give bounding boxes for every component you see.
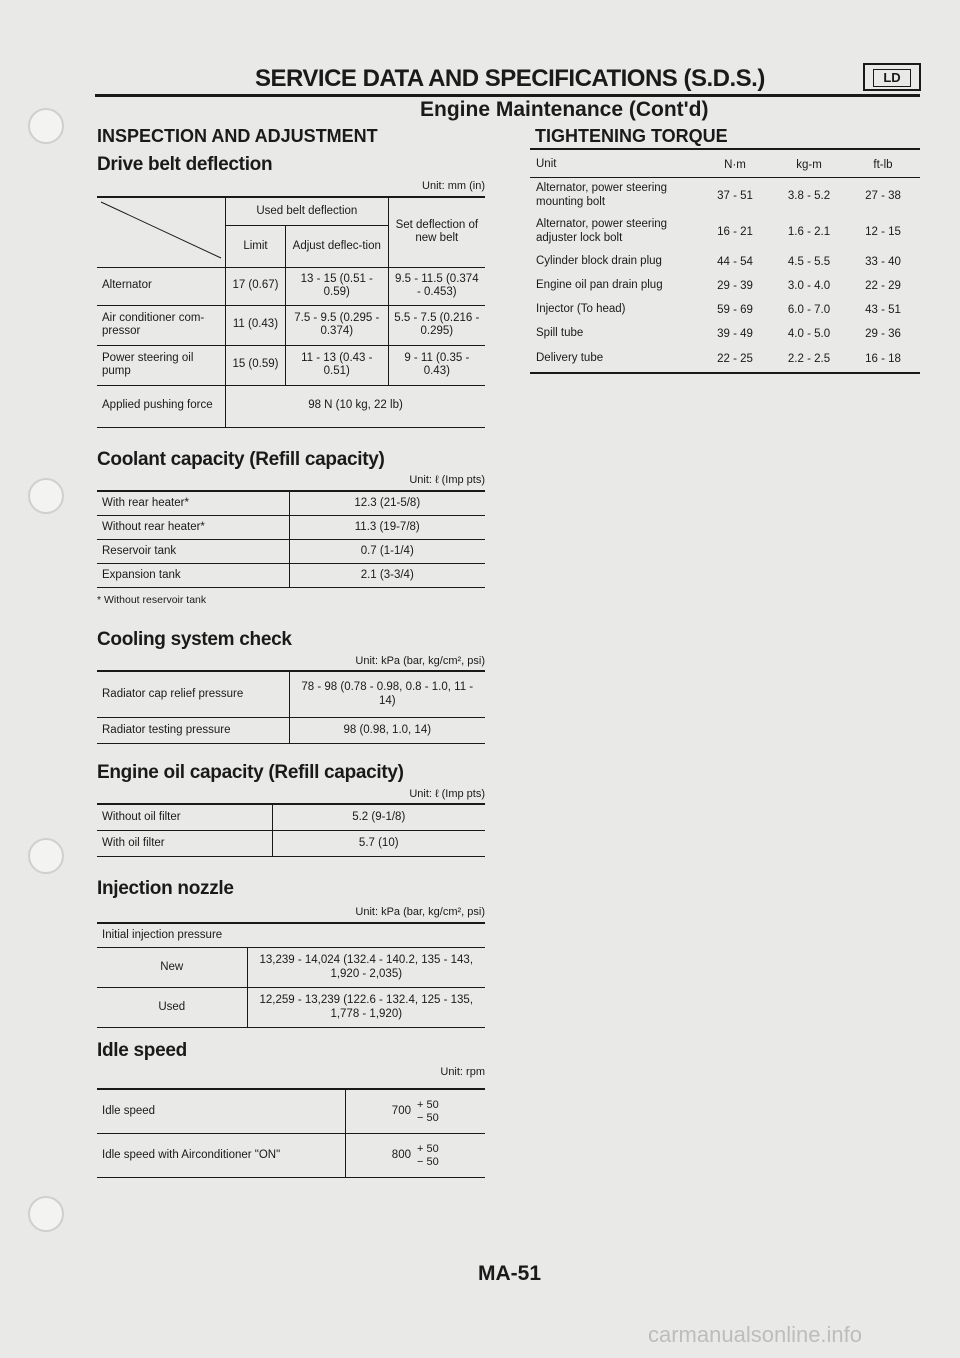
belt-set: 9 - 11 (0.35 - 0.43) <box>388 345 485 385</box>
table-row <box>97 564 485 588</box>
limit-header: Limit <box>226 226 286 267</box>
binder-hole <box>28 108 64 144</box>
oil-capacity-title: Engine oil capacity (Refill capacity) <box>97 762 404 783</box>
torque-table <box>530 152 920 374</box>
torque-header-unit: Unit <box>536 157 557 170</box>
diagonal-line <box>97 198 225 262</box>
table-row <box>97 1134 485 1178</box>
coolant-value: 2.1 (3-3/4) <box>289 564 485 588</box>
coolant-title: Coolant capacity (Refill capacity) <box>97 449 385 470</box>
drive-belt-table <box>97 197 485 428</box>
coolant-item: With rear heater* <box>97 492 289 516</box>
cooling-value: 78 - 98 (0.78 - 0.98, 0.8 - 1.0, 11 - 14) <box>289 672 485 718</box>
cooling-value: 98 (0.98, 1.0, 14) <box>289 718 485 744</box>
coolant-value: 12.3 (21-5/8) <box>289 492 485 516</box>
binder-hole <box>28 478 64 514</box>
torque-item: Cylinder block drain plug <box>536 255 662 268</box>
coolant-table <box>97 491 485 588</box>
torque-header-ftlb: ft-lb <box>873 158 893 171</box>
torque-nm: 22 - 25 <box>717 353 753 365</box>
watermark: carmanualsonline.info <box>648 1322 863 1347</box>
table-row <box>97 1090 485 1134</box>
coolant-unit: Unit: ℓ (Imp pts) <box>409 474 485 486</box>
table-row <box>97 805 485 831</box>
cooling-check-title: Cooling system check <box>97 629 292 650</box>
torque-kgm: 2.2 - 2.5 <box>787 353 831 365</box>
force-label: Applied pushing force <box>97 385 226 427</box>
table-row <box>97 718 485 744</box>
torque-nm: 29 - 39 <box>717 280 753 292</box>
idle-unit: Unit: rpm <box>440 1066 485 1078</box>
torque-item: Engine oil pan drain plug <box>536 279 663 292</box>
belt-item: Alternator <box>97 267 226 305</box>
injection-value: 13,239 - 14,024 (132.4 - 140.2, 135 - 143, 1,920 - 2,035) <box>247 948 485 988</box>
idle-item: Idle speed <box>97 1090 345 1134</box>
torque-header-kgm: kg-m <box>796 158 822 171</box>
table-row <box>97 267 485 305</box>
belt-adjust: 11 - 13 (0.43 - 0.51) <box>285 345 388 385</box>
oil-capacity-table <box>97 804 485 857</box>
tolerance-plus: + 50 <box>416 1099 439 1112</box>
table-row <box>530 274 920 298</box>
belt-limit: 17 (0.67) <box>226 267 286 305</box>
torque-ftlb: 43 - 51 <box>865 304 901 316</box>
torque-item: Alternator, power steering adjuster lock bolt <box>536 218 668 244</box>
table-row <box>97 948 485 988</box>
table-row <box>530 346 920 374</box>
ld-badge-label: LD <box>873 69 911 87</box>
table-top-rule <box>530 148 920 150</box>
injection-unit: Unit: kPa (bar, kg/cm², psi) <box>355 906 485 918</box>
tolerance-minus: − 50 <box>416 1111 439 1124</box>
torque-nm: 37 - 51 <box>717 190 753 202</box>
tolerance-plus: + 50 <box>416 1143 439 1156</box>
page-number: MA-51 <box>478 1262 542 1285</box>
idle-tolerance <box>417 1099 439 1123</box>
table-row <box>97 305 485 345</box>
torque-heading: TIGHTENING TORQUE <box>535 126 728 146</box>
header-rule <box>95 94 920 97</box>
torque-item: Spill tube <box>536 327 584 340</box>
binder-hole <box>28 838 64 874</box>
coolant-item: Without rear heater* <box>97 516 289 540</box>
cooling-check-unit: Unit: kPa (bar, kg/cm², psi) <box>355 655 485 667</box>
cooling-check-table <box>97 671 485 744</box>
injection-item: Used <box>97 988 247 1028</box>
table-row <box>97 516 485 540</box>
injection-title: Injection nozzle <box>97 878 234 899</box>
torque-ftlb: 16 - 18 <box>865 353 901 365</box>
idle-value: 800 <box>391 1149 411 1162</box>
force-value: 98 N (10 kg, 22 lb) <box>226 385 486 427</box>
idle-tolerance <box>417 1143 439 1167</box>
coolant-value: 0.7 (1-1/4) <box>289 540 485 564</box>
table-row <box>97 492 485 516</box>
injection-group: Initial injection pressure <box>97 924 485 948</box>
injection-table <box>97 923 485 1028</box>
torque-ftlb: 29 - 36 <box>865 328 901 340</box>
torque-item: Delivery tube <box>536 352 604 365</box>
coolant-item: Expansion tank <box>97 564 289 588</box>
page-title: SERVICE DATA AND SPECIFICATIONS (S.D.S.) <box>255 65 765 92</box>
torque-nm: 39 - 49 <box>717 328 753 340</box>
table-row <box>97 345 485 385</box>
torque-kgm: 1.6 - 2.1 <box>787 226 831 238</box>
torque-nm: 16 - 21 <box>717 226 753 238</box>
set-deflection-header: Set deflection of new belt <box>388 198 485 268</box>
torque-item: Injector (To head) <box>536 303 626 316</box>
oil-item: Without oil filter <box>97 805 272 831</box>
belt-limit: 15 (0.59) <box>226 345 286 385</box>
cooling-item: Radiator testing pressure <box>97 718 289 744</box>
used-belt-header: Used belt deflection <box>226 198 389 226</box>
idle-value-cell <box>345 1134 485 1178</box>
inspection-heading: INSPECTION AND ADJUSTMENT <box>97 126 378 146</box>
table-row <box>530 322 920 346</box>
table-row <box>530 298 920 322</box>
coolant-footnote: * Without reservoir tank <box>97 594 207 606</box>
torque-kgm: 3.8 - 5.2 <box>787 190 831 202</box>
oil-value: 5.2 (9-1/8) <box>272 805 485 831</box>
belt-set: 5.5 - 7.5 (0.216 - 0.295) <box>388 305 485 345</box>
cooling-item: Radiator cap relief pressure <box>97 672 289 718</box>
diagonal-header-cell <box>97 198 226 268</box>
belt-set: 9.5 - 11.5 (0.374 - 0.453) <box>388 267 485 305</box>
oil-value: 5.7 (10) <box>272 831 485 857</box>
table-row <box>530 250 920 274</box>
torque-header-nm: N·m <box>724 158 746 171</box>
torque-nm: 59 - 69 <box>717 304 753 316</box>
table-row <box>97 540 485 564</box>
drive-belt-unit: Unit: mm (in) <box>422 180 485 192</box>
torque-ftlb: 27 - 38 <box>865 190 901 202</box>
torque-nm: 44 - 54 <box>717 256 753 268</box>
torque-ftlb: 22 - 29 <box>865 280 901 292</box>
belt-adjust: 13 - 15 (0.51 - 0.59) <box>285 267 388 305</box>
table-row <box>530 178 920 214</box>
drive-belt-title: Drive belt deflection <box>97 154 273 175</box>
coolant-value: 11.3 (19-7/8) <box>289 516 485 540</box>
coolant-item: Reservoir tank <box>97 540 289 564</box>
page-subtitle: Engine Maintenance (Cont'd) <box>420 98 709 121</box>
belt-limit: 11 (0.43) <box>226 305 286 345</box>
torque-ftlb: 12 - 15 <box>865 226 901 238</box>
torque-item: Alternator, power steering mounting bolt <box>536 182 668 208</box>
belt-item: Air conditioner com-pressor <box>97 305 226 345</box>
binder-hole <box>28 1196 64 1232</box>
torque-kgm: 3.0 - 4.0 <box>787 280 831 292</box>
torque-kgm: 4.5 - 5.5 <box>787 256 831 268</box>
idle-title: Idle speed <box>97 1040 187 1061</box>
injection-value: 12,259 - 13,239 (122.6 - 132.4, 125 - 135, 1,778 - 1,920) <box>247 988 485 1028</box>
oil-capacity-unit: Unit: ℓ (Imp pts) <box>409 788 485 800</box>
table-row <box>97 672 485 718</box>
table-row <box>97 988 485 1028</box>
torque-ftlb: 33 - 40 <box>865 256 901 268</box>
torque-kgm: 6.0 - 7.0 <box>787 304 831 316</box>
torque-kgm: 4.0 - 5.0 <box>787 328 831 340</box>
idle-value-cell <box>345 1090 485 1134</box>
idle-table <box>97 1089 485 1178</box>
injection-item: New <box>97 948 247 988</box>
belt-adjust: 7.5 - 9.5 (0.295 - 0.374) <box>285 305 388 345</box>
table-row <box>97 831 485 857</box>
torque-header-row <box>530 152 920 178</box>
idle-value: 700 <box>391 1105 411 1118</box>
table-row <box>97 385 485 427</box>
belt-item: Power steering oil pump <box>97 345 226 385</box>
ld-badge <box>863 63 921 91</box>
oil-item: With oil filter <box>97 831 272 857</box>
tolerance-minus: − 50 <box>416 1155 439 1168</box>
table-row <box>530 214 920 250</box>
idle-item: Idle speed with Airconditioner "ON" <box>97 1134 345 1178</box>
adjust-header: Adjust deflec-tion <box>285 226 388 267</box>
